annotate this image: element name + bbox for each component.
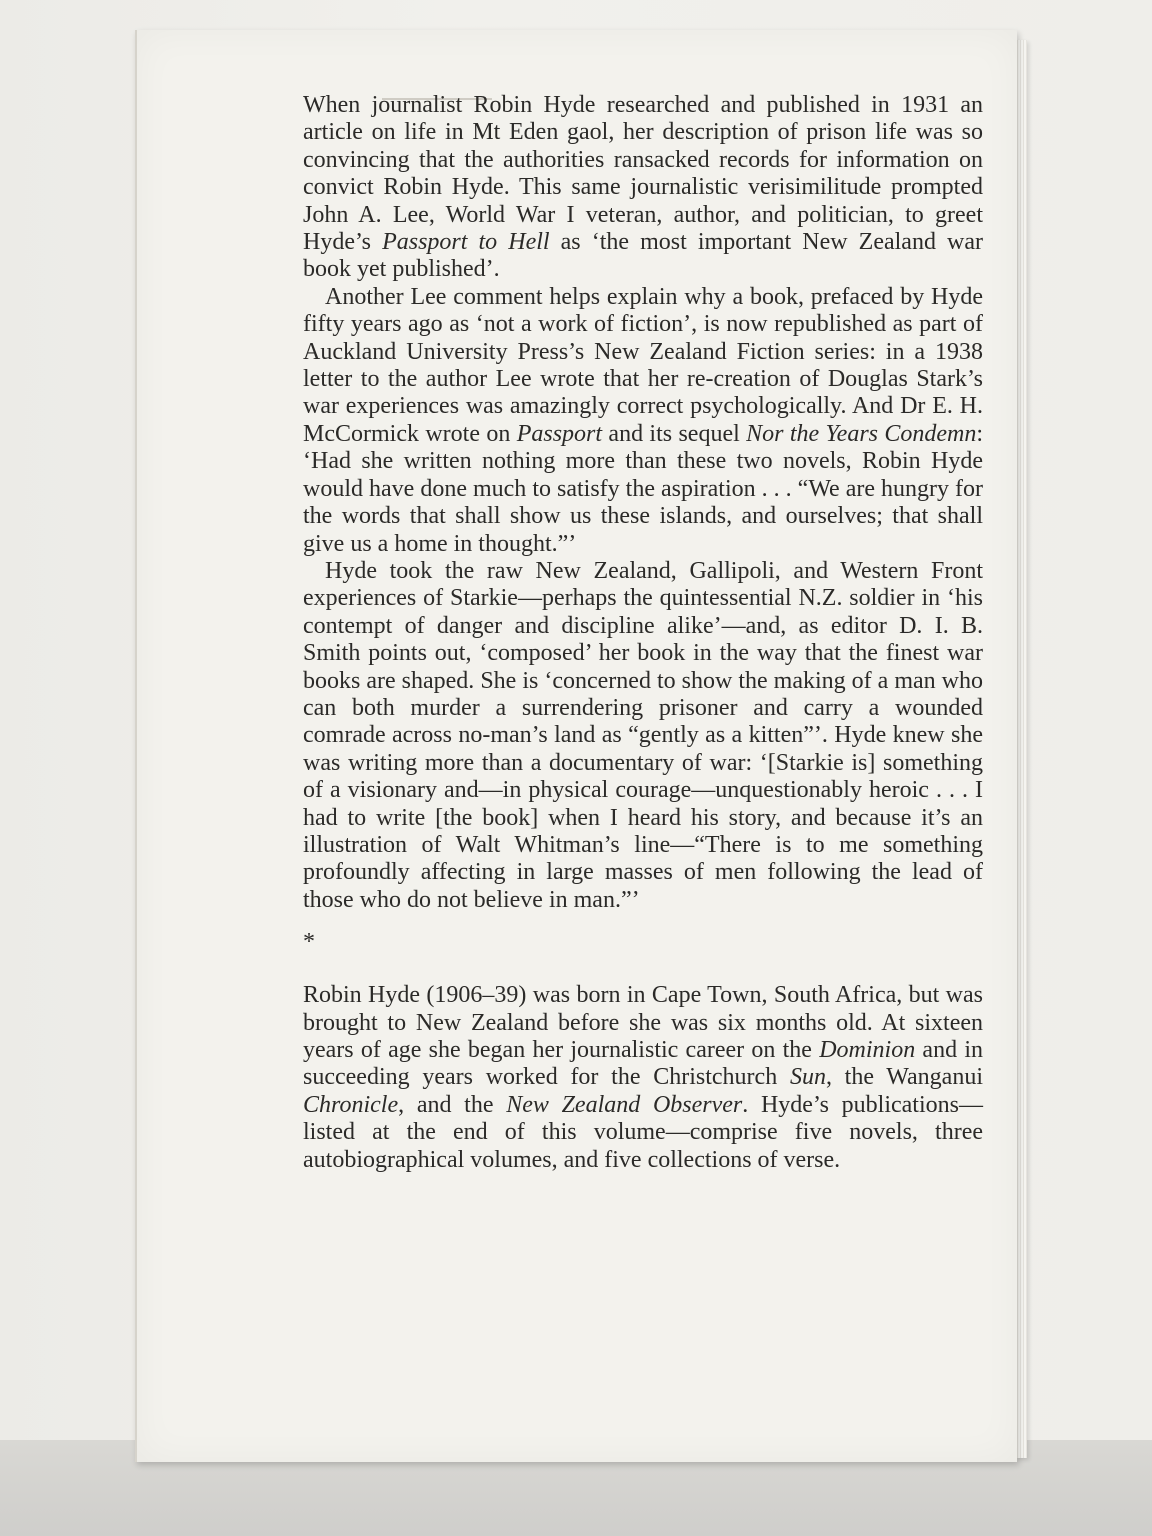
blurb-paragraph-2: [303, 284, 983, 558]
blurb-paragraph-1: [303, 92, 983, 284]
text-run: as ‘the most important New Zealand war book yet published’.: [303, 229, 983, 283]
italic-title: Passport: [516, 420, 603, 447]
text-run: Robin Hyde (1906–39) was born in Cape Town, South Africa, but was brought to New Zealand before she was six months old. At sixteen years of age she began her journalistic career on the: [303, 982, 983, 1063]
text-run: , the Wanganui: [825, 1064, 983, 1091]
text-run: : ‘Had she written nothing more than these two novels, Robin Hyde would have done much to satisfy the aspiration . . . “We are hungry for the words that shall show us these islands, and ourselves; that shall give us a home in thought.”’: [303, 420, 984, 557]
text-run: , and the: [398, 1091, 507, 1118]
author-bio: [303, 982, 983, 1174]
italic-title: Nor the Years Condemn: [746, 420, 977, 447]
italic-title: Dominion: [819, 1037, 916, 1063]
text-run: and its sequel: [602, 420, 747, 447]
italic-title: Sun: [789, 1064, 826, 1091]
text-run: . Hyde’s publications—listed at the end of this volume—comprise five novels, three autobiographical volumes, and five collections of verse.: [303, 1091, 983, 1173]
italic-title: Passport to Hell: [382, 229, 550, 256]
italic-title: Chronicle: [303, 1091, 399, 1118]
text-run: When journalist Robin Hyde researched and published in 1931 an article on life in Mt Eden gaol, her description of prison life was so convincing that the authorities ransacked records for information on convict Robin Hyde. This same journalistic verisimilitude prompted John A. Lee, World War I veteran, author, and politician, to greet Hyde’s: [303, 92, 983, 256]
text-run: Another Lee comment helps explain why a book, prefaced by Hyde fifty years ago as ‘not a work of fiction’, is now republished as part of Auckland University Press’s New Zealand Fiction series: in a 1938 letter to the author Lee wrote that her re-creation of Douglas Stark’s war experiences was amazingly correct psychologically. And Dr E. H. McCormick wrote on: [303, 283, 983, 447]
blurb-text: [303, 92, 983, 1174]
italic-title: New Zealand Observer: [506, 1091, 743, 1118]
text-run: and in succeeding years worked for the Christchurch: [303, 1037, 983, 1091]
blurb-paragraph-3: [303, 558, 983, 914]
text-run: Hyde took the raw New Zealand, Gallipoli, and Western Front experiences of Starkie—perhaps the quintessential N.Z. soldier in ‘his contempt of danger and discipline alike’—and, as editor D. I. B. Smith points out, ‘composed’ her book in the way that the finest war books are shaped. She is ‘concerned to show the making of a man who can both murder a surrendering prisoner and carry a wounded comrade across no-man’s land as “gently as a kitten”’. Hyde knew she was writing more than a documentary of war: ‘[Starkie is] something of a visionary and—in physical courage—unquestionably heroic . . . I had to write [the book] when I heard his story, and because it’s an illustration of Walt Whitman’s line—“There is to me something profoundly affecting in large masses of men following the lead of those who do not believe in man.”’: [303, 557, 983, 913]
section-separator: *: [303, 929, 315, 956]
